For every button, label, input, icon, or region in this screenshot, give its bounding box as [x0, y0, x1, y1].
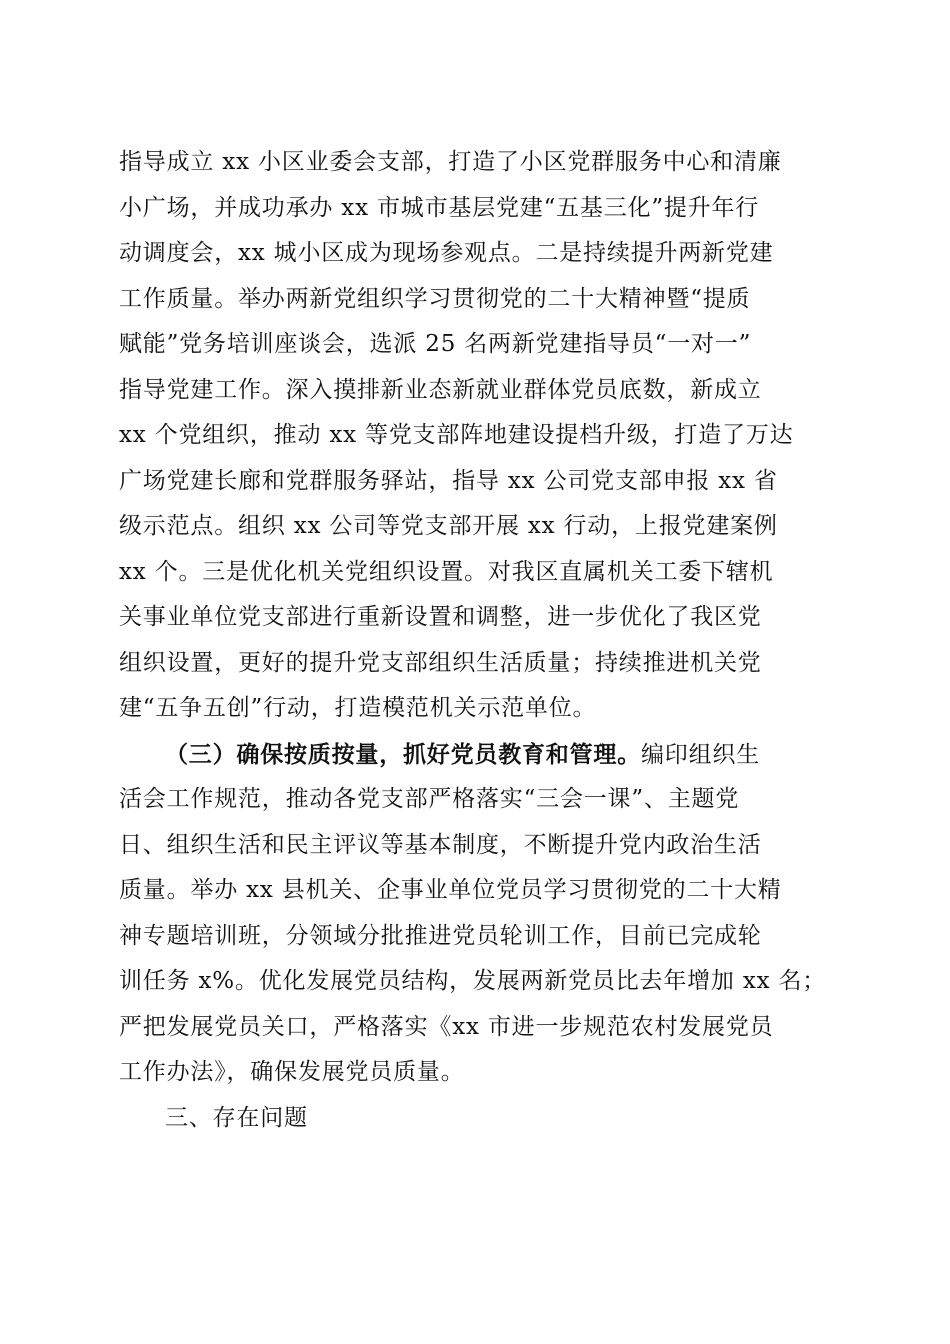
paragraph-line: 建“五争五创”行动，打造模范机关示范单位。: [119, 695, 597, 721]
paragraph-line: 组织设置，更好的提升党支部组织生活质量；持续推进机关党: [119, 649, 762, 676]
paragraph-line: 日、组织生活和民主评议等基本制度，不断提升党内政治生活: [119, 831, 762, 858]
paragraph-line: 指导党建工作。深入摸排新业态新就业群体党员底数，新成立: [119, 376, 762, 403]
paragraph-line: 关事业单位党支部进行重新设置和调整，进一步优化了我区党: [119, 604, 762, 630]
paragraph-line: 神专题培训班，分领域分批推进党员轮训工作，目前已完成轮: [119, 922, 762, 949]
paragraph-line: 严把发展党员关口，严格落实《xx 市进一步规范农村发展党员: [119, 1013, 774, 1040]
paragraph-line: 质量。举办 xx 县机关、企事业单位党员学习贯彻党的二十大精: [119, 877, 782, 903]
paragraph-line: xx 个党组织，推动 xx 等党支部阵地建设提档升级，打造了万达: [119, 422, 794, 448]
paragraph-line: 级示范点。组织 xx 公司等党支部开展 xx 行动，上报党建案例: [119, 513, 778, 539]
document-body: [119, 140, 859, 1141]
section-heading: 三、存在问题: [165, 1104, 308, 1131]
paragraph-line: 工作办法》，确保发展党员质量。: [119, 1059, 465, 1085]
paragraph-line: 活会工作规范，推动各党支部严格落实“三会一课”、主题党: [119, 786, 740, 812]
subsection-first-line-rest: 编印组织生: [641, 741, 760, 768]
paragraph-line: 广场党建长廊和党群服务驿站，指导 xx 公司党支部申报 xx 省: [119, 467, 778, 494]
paragraph-line: xx 个。三是优化机关党组织设置。对我区直属机关工委下辖机: [119, 558, 774, 585]
subsection-heading: （三）确保按质按量，抓好党员教育和管理。: [165, 740, 641, 768]
paragraph-line: 动调度会，xx 城小区成为现场参观点。二是持续提升两新党建: [119, 240, 774, 266]
paragraph-line: 赋能”党务培训座谈会，选派 25 名两新党建指导员“一对一”: [119, 331, 752, 357]
paragraph-line: 小广场，并成功承办 xx 市城市基层党建“五基三化”提升年行: [119, 194, 760, 221]
subsection-first-line: [119, 732, 859, 778]
paragraph-line: 指导成立 xx 小区业委会支部，打造了小区党群服务中心和清廉: [119, 149, 782, 175]
paragraph-line: 工作质量。举办两新党组织学习贯彻党的二十大精神暨“提质: [119, 285, 751, 312]
paragraph-line: 训任务 x%。优化发展党员结构，发展两新党员比去年增加 xx 名；: [119, 968, 827, 994]
